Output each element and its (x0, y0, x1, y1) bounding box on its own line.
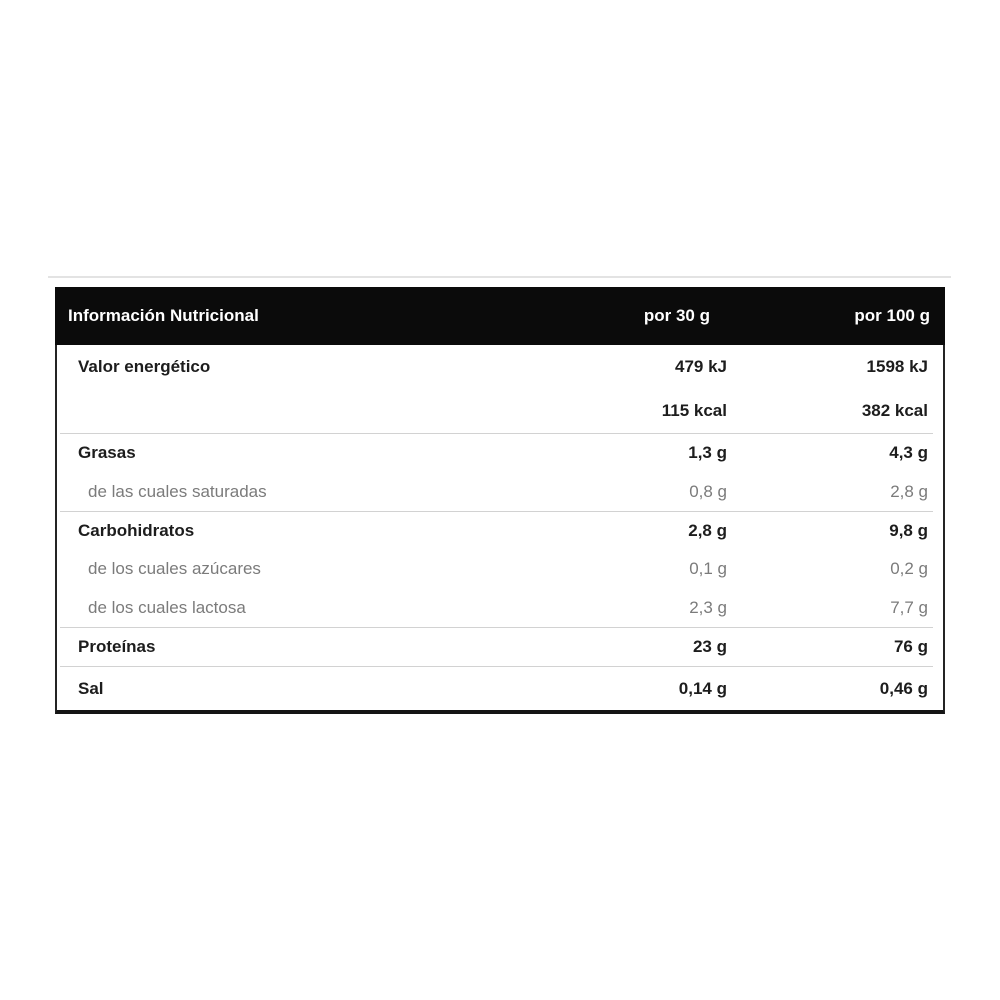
row-carbohidratos (57, 512, 943, 550)
col-header-per-30g: por 30 g (643, 306, 710, 325)
row-value-per100: 382 kcal (861, 401, 928, 420)
row-azucares (57, 550, 943, 588)
row-value-per100: 0,46 g (879, 678, 928, 698)
row-saturadas (57, 472, 943, 510)
row-value-per30: 23 g (692, 637, 727, 657)
row-label: de los cuales azúcares (88, 559, 261, 579)
row-label: Proteínas (78, 637, 156, 657)
row-value-per100: 2,8 g (890, 481, 928, 501)
row-value-per100: 0,2 g (890, 559, 928, 579)
row-value-per100: 9,8 g (889, 520, 928, 540)
group-fat (57, 434, 943, 511)
row-value-per30: 0,8 g (689, 481, 727, 501)
row-label: de los cuales lactosa (88, 597, 246, 617)
row-value-per100: 1598 kJ (866, 357, 928, 376)
table-top-hairline (48, 276, 951, 278)
row-sal (57, 667, 943, 710)
row-value-per100: 7,7 g (890, 597, 928, 617)
row-value-per100: 76 g (893, 637, 928, 657)
group-carbohydrates (57, 512, 943, 627)
row-value-per30: 2,8 g (688, 520, 727, 540)
nutrition-table-body (55, 345, 945, 714)
row-value-per30: 479 kJ (675, 357, 727, 376)
row-value-per30: 0,1 g (689, 559, 727, 579)
row-valor-energetico (57, 345, 943, 389)
group-salt (57, 667, 943, 710)
row-value-per30: 2,3 g (689, 597, 727, 617)
row-proteinas (57, 628, 943, 666)
row-label: Valor energético (78, 357, 211, 376)
row-valor-energetico-kcal (57, 389, 943, 433)
row-lactosa (57, 589, 943, 627)
nutrition-table (55, 287, 945, 714)
row-label: Carbohidratos (78, 520, 195, 540)
col-header-per-100g: por 100 g (854, 306, 930, 325)
group-protein (57, 628, 943, 666)
group-energy (57, 345, 943, 433)
row-value-per30: 115 kcal (661, 401, 727, 420)
row-label: Sal (78, 678, 104, 698)
row-label: de las cuales saturadas (88, 481, 267, 501)
row-grasas (57, 434, 943, 472)
row-value-per30: 0,14 g (678, 678, 727, 698)
table-title: Información Nutricional (68, 306, 259, 325)
nutrition-table-header (55, 287, 945, 345)
row-value-per100: 4,3 g (889, 443, 928, 463)
row-label: Grasas (78, 443, 136, 463)
row-value-per30: 1,3 g (688, 443, 727, 463)
